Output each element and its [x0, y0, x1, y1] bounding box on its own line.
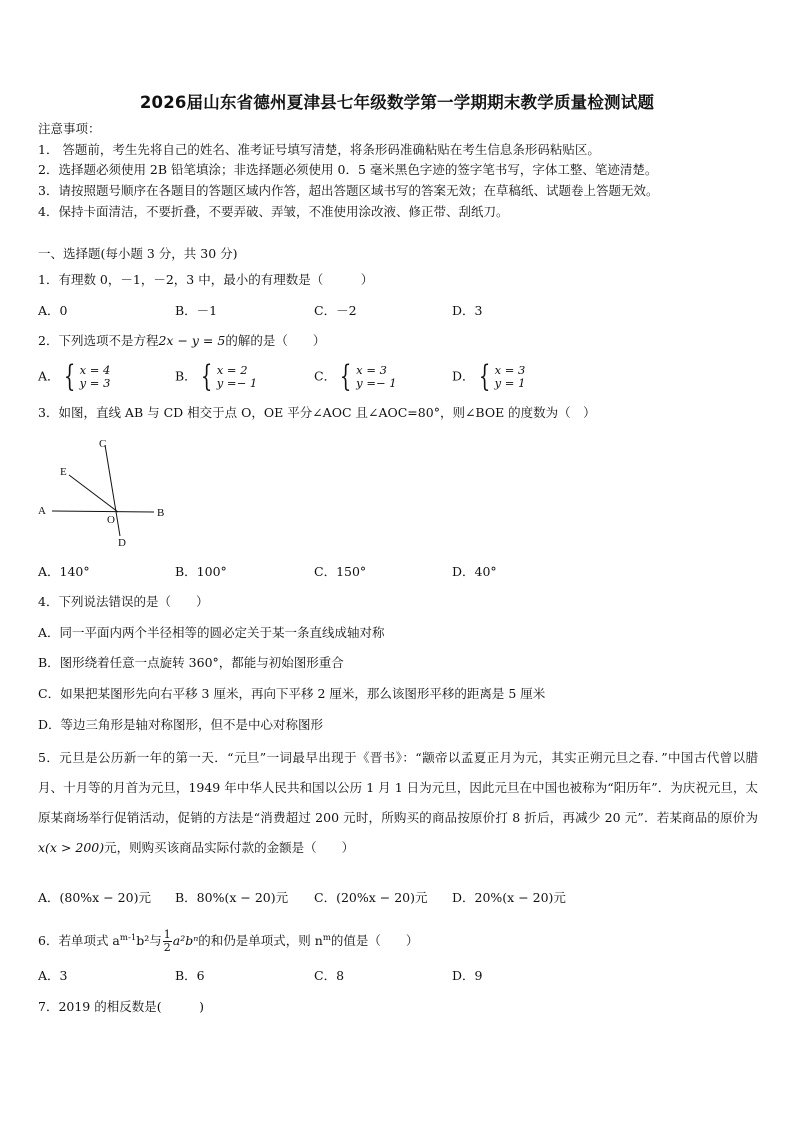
question-3-stem: 3．如图，直线 AB 与 CD 相交于点 O，OE 平分∠AOC 且∠AOC=80°，则∠BOE 的度数为（ ）	[38, 405, 596, 420]
equation: 2x − y = 5	[158, 333, 226, 348]
label-c: C	[99, 438, 107, 450]
notice-item-3: 3．请按照题号顺序在各题目的答题区域内作答，超出答题区域书写的答案无效；在草稿纸、试题卷上答题无效。	[38, 183, 659, 198]
option-c: C．8	[314, 968, 345, 983]
system-row-2: y = 1	[494, 376, 526, 390]
question-2-options	[38, 359, 758, 394]
fraction	[163, 929, 172, 954]
question-2-stem	[38, 332, 325, 350]
question-5-stem	[38, 743, 758, 863]
option-b: B．100°	[175, 564, 227, 579]
monomial-part: b²	[136, 933, 150, 949]
exponent: m-1	[119, 933, 137, 943]
label-o: O	[107, 514, 115, 526]
label-a: A	[38, 505, 46, 517]
stem-end: 的值是（ ）	[330, 933, 419, 949]
option-d: D．等边三角形是轴对称图形，但不是中心对称图形	[38, 717, 324, 732]
notice-item-2: 2．选择题必须使用 2B 铅笔填涂；非选择题必须使用 0．5 毫米黑色字迹的签字笔书写，字体工整、笔迹清楚。	[38, 162, 658, 177]
notice-heading: 注意事项：	[38, 121, 101, 136]
line-ab	[52, 511, 154, 512]
stem-suffix: 元，则购买该商品实际付款的金额是（ ）	[104, 840, 355, 855]
question-1-stem: 1．有理数 0，－1，－2，3 中，最小的有理数是（ ）	[38, 272, 374, 287]
label-e: E	[60, 466, 67, 478]
option-c: C．(20%x − 20)元	[314, 890, 428, 905]
option-c: C． { x = 3 y =− 1	[314, 359, 397, 394]
option-label: A．	[38, 368, 60, 384]
option-label: C．	[314, 368, 337, 384]
system-row-1: x = 4	[79, 363, 111, 377]
question-1-options	[38, 301, 758, 323]
connector: 与	[149, 933, 162, 949]
question-6-options	[38, 966, 758, 988]
stem-prefix: 2．下列选项不是方程	[38, 333, 159, 348]
system-row-1: x = 2	[216, 363, 248, 377]
notice-item-1: 1． 答题前，考生先将自己的姓名、准考证号填写清楚，将条形码准确粘贴在考生信息条形码粘贴区。	[38, 142, 600, 157]
option-d: D．9	[452, 968, 483, 983]
option-a: A．140°	[38, 564, 90, 579]
numerator: 1	[163, 928, 171, 942]
option-d: D．40°	[452, 564, 497, 579]
option-a: A．0	[38, 303, 68, 318]
question-6-stem	[38, 925, 418, 954]
stem-suffix: 的和仍是单项式，则 n	[198, 933, 323, 949]
option-a: A． { x = 4 y = 3	[38, 359, 111, 394]
question-5-options	[38, 888, 758, 910]
system-row-2: y =− 1	[216, 376, 258, 390]
stem-suffix: 的解的是（ ）	[225, 333, 326, 348]
question-3-options	[38, 562, 758, 584]
question-4-stem: 4．下列说法错误的是（ ）	[38, 594, 209, 609]
condition: x(x > 200)	[38, 840, 105, 855]
option-d: D． { x = 3 y = 1	[452, 359, 526, 394]
option-label: B．	[175, 368, 197, 384]
stem-prefix: 6．若单项式 a	[38, 933, 120, 949]
option-a: A．3	[38, 968, 68, 983]
option-b: B．图形绕着任意一点旋转 360°，都能与初始图形重合	[38, 655, 344, 670]
exponent: m	[322, 933, 331, 943]
option-label: D．	[452, 368, 475, 384]
system-row-1: x = 3	[494, 363, 526, 377]
stem-text: 5．元旦是公历新一年的第一天．“元旦”一词最早出现于《晋书》：“颛帝以孟夏正月为元，其实正朔元旦之春．”中国古代曾以腊月、十月等的月首为元旦，1949 年中华人民共和国以公历 1 月 1 日为元旦，因此元旦在中国也被称为“阳历年”．为庆祝元旦，太原某商场举行促销活动，促销的方法是“消费超过 200 元时，所购买的商品按原价打 8 折后，再减少 20 元”．若某商品的原价为	[38, 750, 758, 825]
system-row-2: y = 3	[79, 376, 111, 390]
page-title: 2026届山东省德州夏津县七年级数学第一学期期末教学质量检测试题	[139, 93, 655, 112]
notice-item-4: 4．保持卡面清洁，不要折叠，不要弄破、弄皱，不准使用涂改液、修正带、刮纸刀。	[38, 204, 509, 219]
question-7-stem: 7．2019 的相反数是( )	[38, 999, 204, 1014]
option-c: C．150°	[314, 564, 367, 579]
system-row-1: x = 3	[356, 363, 387, 377]
option-a: A．(80%x − 20)元	[38, 890, 151, 905]
label-d: D	[118, 537, 126, 549]
option-d: D．3	[452, 303, 483, 318]
option-c: C．－2	[314, 303, 357, 318]
option-c: C．如果把某图形先向右平移 3 厘米，再向下平移 2 厘米，那么该图形平移的距离是 5 厘米	[38, 686, 546, 701]
system-row-2: y =− 1	[356, 376, 397, 390]
option-b: B．80%(x − 20)元	[175, 890, 289, 905]
option-a: A．同一平面内两个半径相等的圆必定关于某一条直线成轴对称	[38, 625, 385, 640]
label-b: B	[157, 507, 165, 519]
option-b: B．－1	[175, 303, 218, 318]
option-b: B．6	[175, 968, 205, 983]
angle-diagram	[34, 433, 174, 551]
denominator: 2	[163, 941, 171, 955]
option-b: B． { x = 2 y =− 1	[175, 359, 258, 394]
option-d: D．20%(x − 20)元	[452, 890, 566, 905]
section-heading: 一、选择题(每小题 3 分，共 30 分)	[38, 246, 238, 261]
monomial-2: a²bⁿ	[172, 933, 199, 949]
